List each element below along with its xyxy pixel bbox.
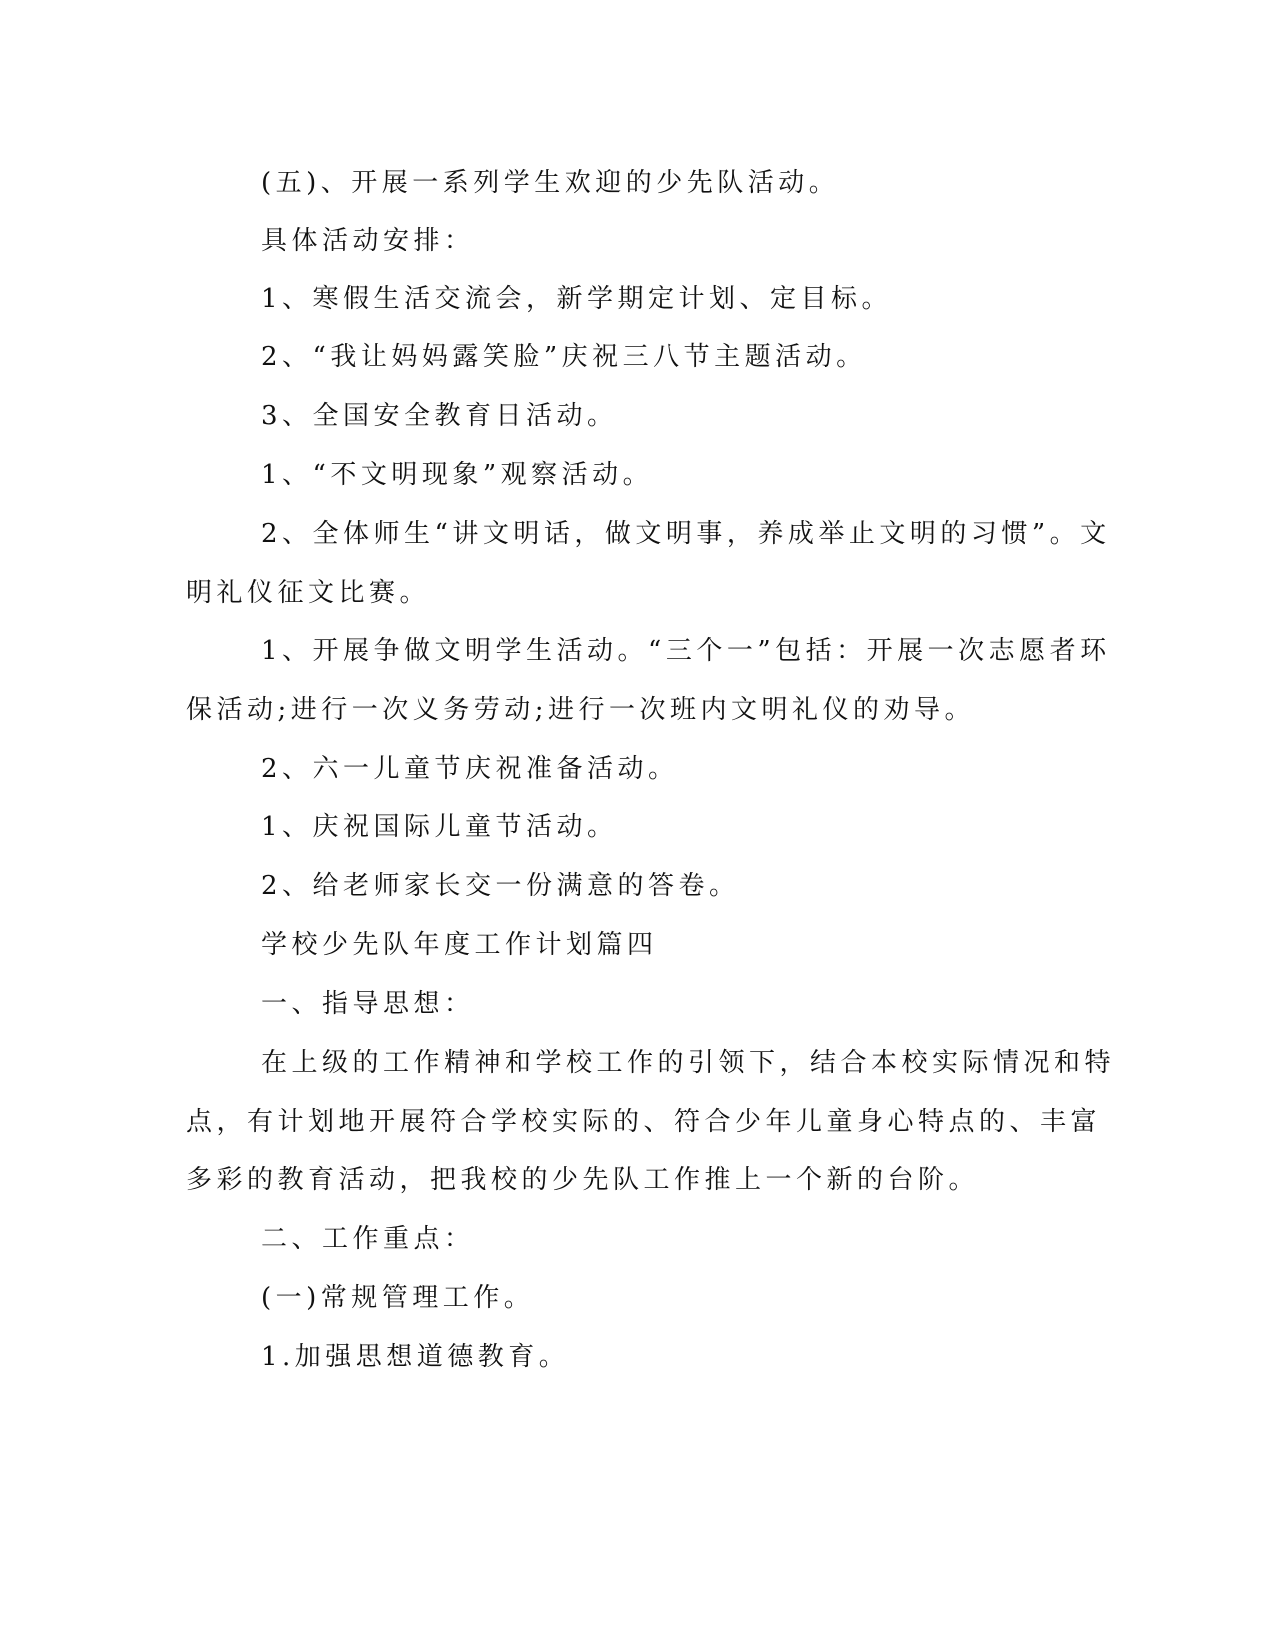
paragraph-line: 1、开展争做文明学生活动。“三个一”包括：开展一次志愿者环 bbox=[261, 636, 1111, 666]
paragraph-line: 1.加强思想道德教育。 bbox=[261, 1342, 570, 1372]
paragraph-line: 2、六一儿童节庆祝准备活动。 bbox=[261, 754, 679, 784]
paragraph-line: (一)常规管理工作。 bbox=[261, 1283, 535, 1313]
paragraph-line: 1、庆祝国际儿童节活动。 bbox=[261, 812, 618, 842]
paragraph-line: 二、工作重点： bbox=[261, 1224, 475, 1254]
paragraph-line: 保活动;进行一次义务劳动;进行一次班内文明礼仪的劝导。 bbox=[186, 695, 976, 725]
paragraph-line: 明礼仪征文比赛。 bbox=[186, 578, 431, 608]
paragraph-line: 多彩的教育活动，把我校的少先队工作推上一个新的台阶。 bbox=[186, 1165, 980, 1195]
paragraph-line: 1、寒假生活交流会，新学期定计划、定目标。 bbox=[261, 284, 893, 314]
paragraph-line: 2、全体师生“讲文明话，做文明事，养成举止文明的习惯”。文 bbox=[261, 519, 1111, 549]
paragraph-line: 点，有计划地开展符合学校实际的、符合少年儿童身心特点的、丰富 bbox=[186, 1107, 1102, 1137]
paragraph-line: 1、“不文明现象”观察活动。 bbox=[261, 460, 654, 490]
paragraph-line: 一、指导思想： bbox=[261, 989, 475, 1019]
paragraph-line: 在上级的工作精神和学校工作的引领下，结合本校实际情况和特 bbox=[261, 1048, 1116, 1078]
paragraph-line: 2、给老师家长交一份满意的答卷。 bbox=[261, 871, 740, 901]
paragraph-line: 3、全国安全教育日活动。 bbox=[261, 401, 618, 431]
section-heading: 学校少先队年度工作计划篇四 bbox=[261, 930, 658, 960]
paragraph-line: 具体活动安排： bbox=[261, 226, 475, 256]
paragraph-line: (五)、开展一系列学生欢迎的少先队活动。 bbox=[261, 168, 840, 198]
paragraph-line: 2、“我让妈妈露笑脸”庆祝三八节主题活动。 bbox=[261, 342, 867, 372]
